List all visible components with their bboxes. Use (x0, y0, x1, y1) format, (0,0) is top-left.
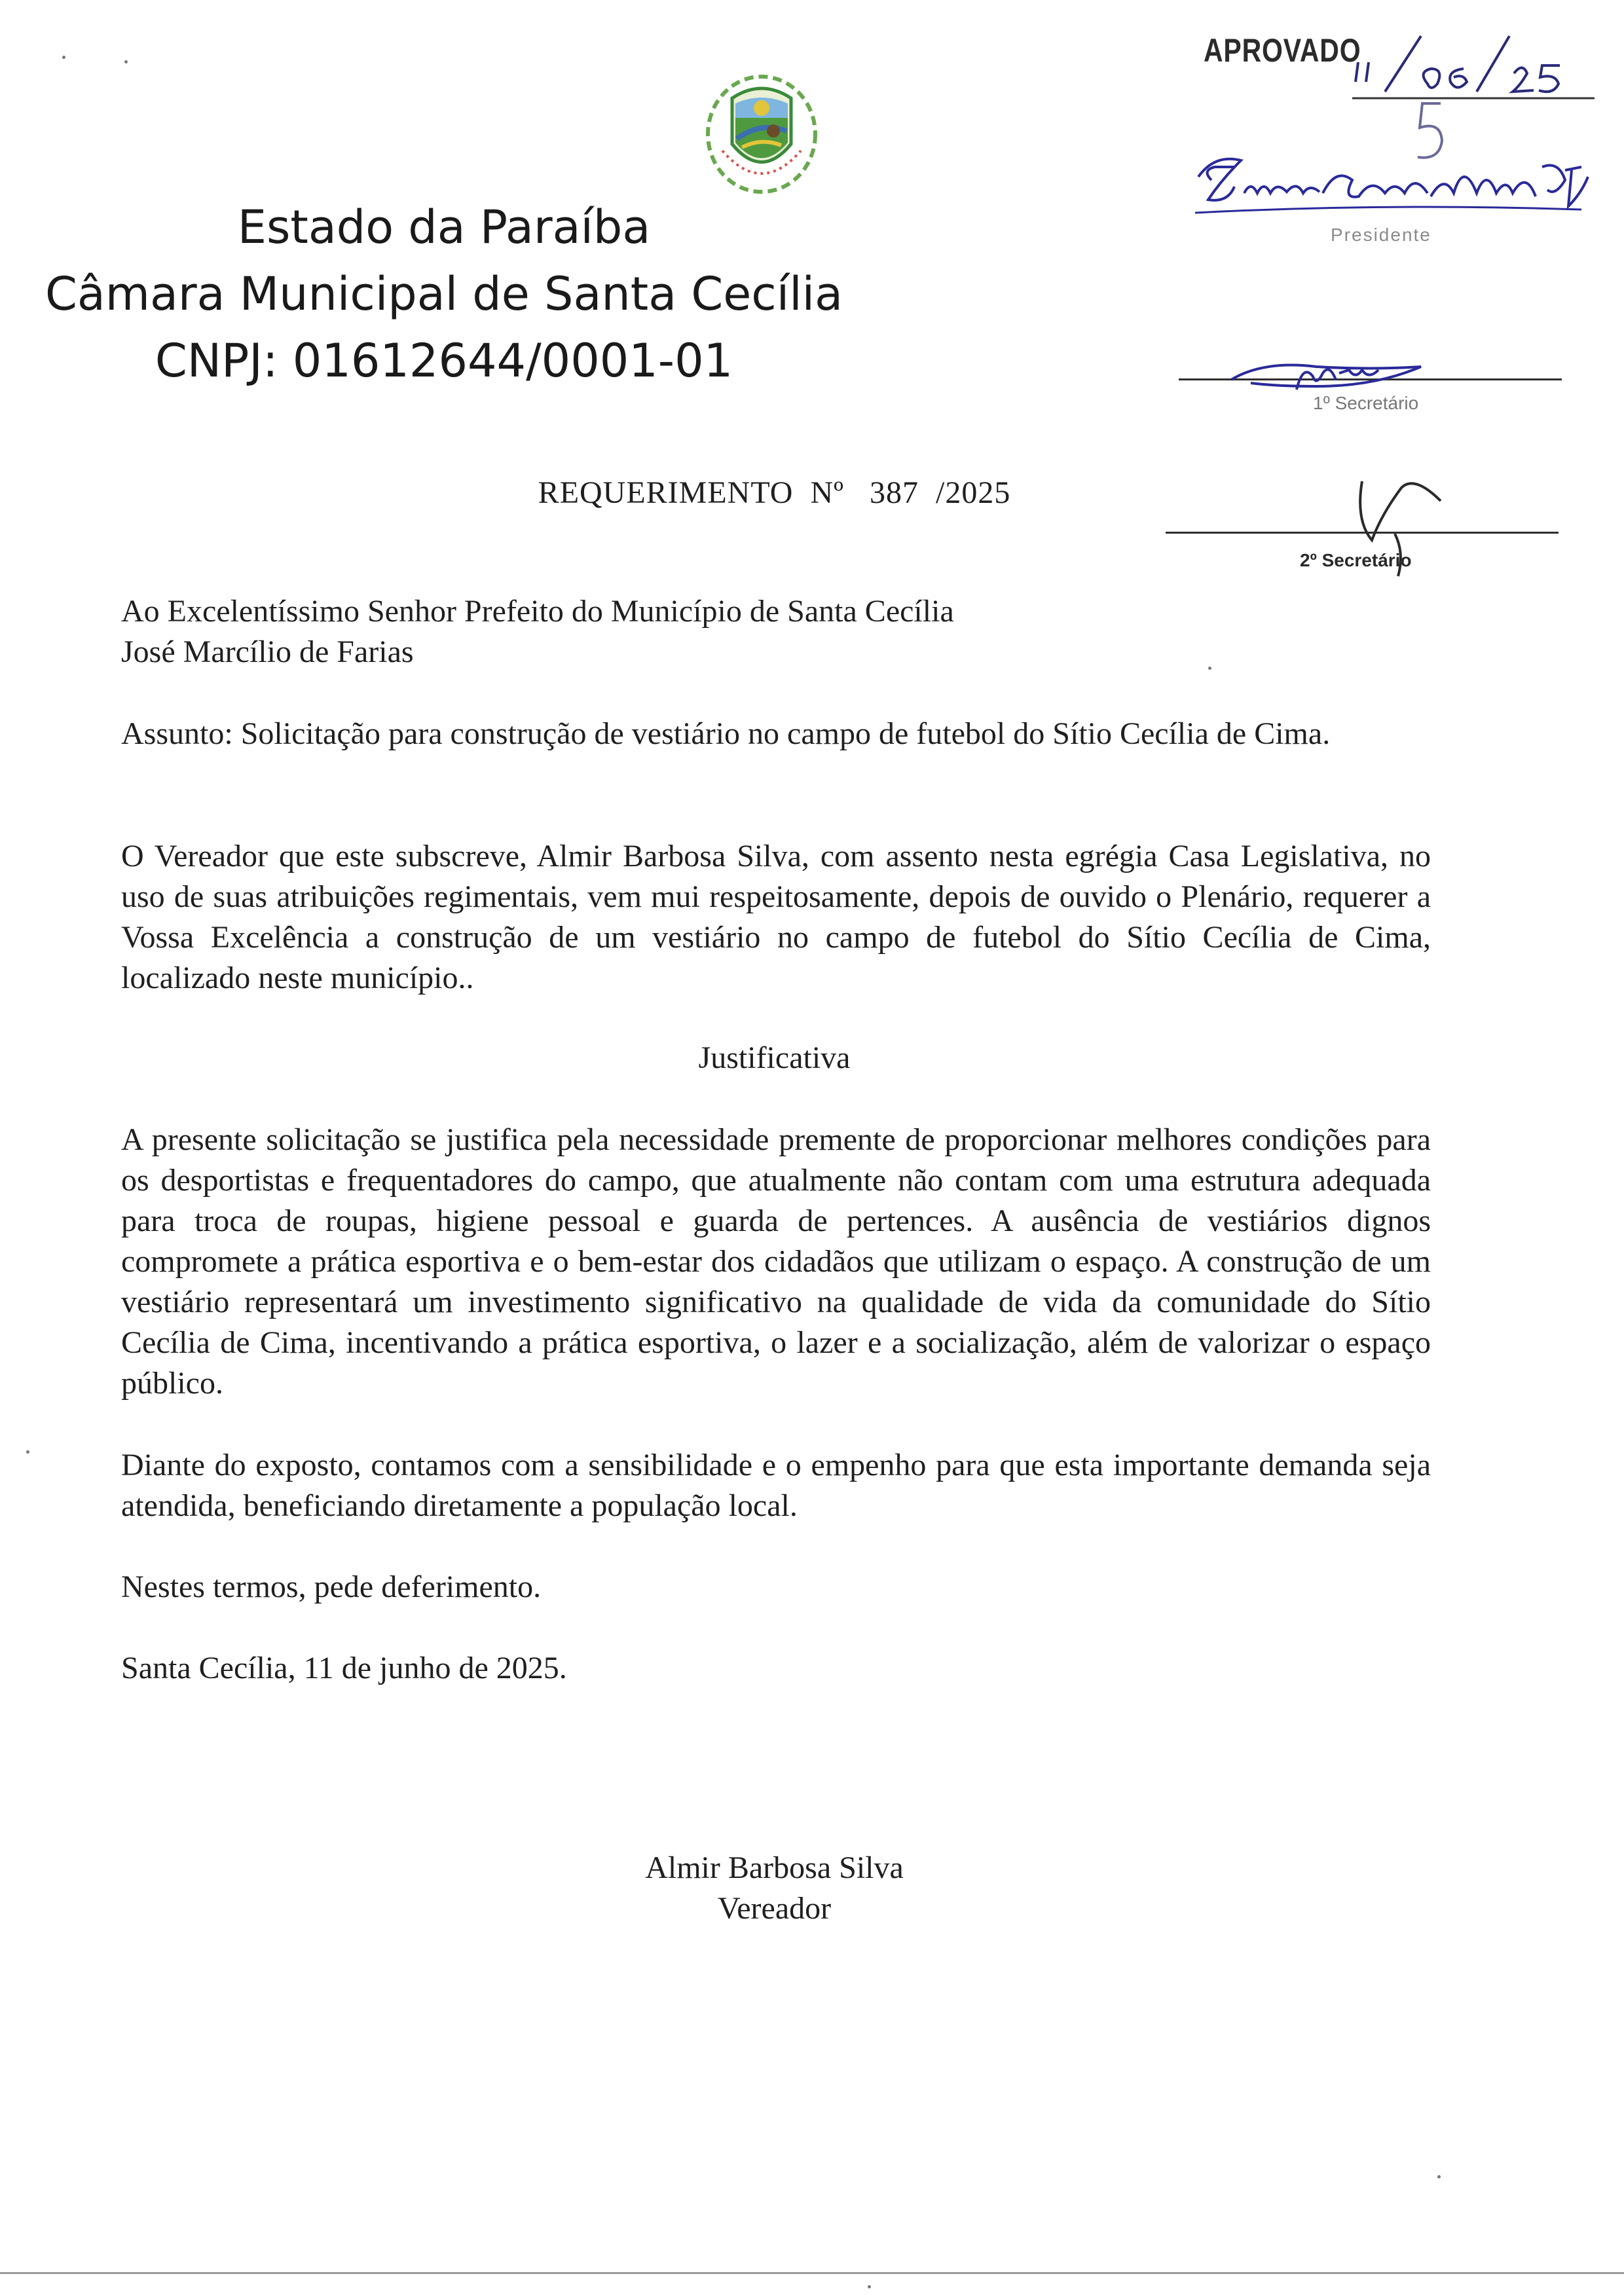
scan-speck (124, 60, 128, 64)
signer-block (0, 1848, 1549, 1929)
scan-speck (26, 1450, 29, 1454)
scan-speck (1208, 667, 1211, 670)
president-signature (1189, 141, 1595, 232)
header-state: Estado da Paraíba (237, 200, 651, 254)
scan-speck (868, 2285, 871, 2288)
conclusion-paragraph: Diante do exposto, contamos com a sensibilidade e o empenho para que esta importante demanda seja atendida, beneficiando diretamente a população local. (121, 1448, 1431, 1523)
approved-stamp-label: APROVADO (1204, 32, 1361, 69)
header-chamber: Câmara Municipal de Santa Cecília (45, 267, 843, 321)
request-title: REQUERIMENTO Nº 387 /2025 (538, 475, 1011, 510)
closing-line: Nestes termos, pede deferimento. (121, 1570, 542, 1604)
signer-role: Vereador (717, 1891, 832, 1926)
scan-speck (62, 56, 65, 59)
first-secretary-label: 1º Secretário (1313, 393, 1419, 413)
second-secretary-label: 2º Secretário (1300, 550, 1412, 570)
addressee (121, 591, 1431, 672)
scan-bottom-edge (0, 2272, 1624, 2274)
signer-name: Almir Barbosa Silva (645, 1850, 904, 1885)
place-date-line: Santa Cecília, 11 de junho de 2025. (121, 1651, 567, 1685)
addressee-line-2: José Marcílio de Farias (121, 634, 414, 669)
scan-speck (1437, 2175, 1441, 2178)
addressee-line-1: Ao Excelentíssimo Senhor Prefeito do Município de Santa Cecília (121, 594, 954, 629)
subject-paragraph: Assunto: Solicitação para construção de vestiário no campo de futebol do Sítio Cecília de Cima. (121, 716, 1331, 751)
request-paragraph: O Vereador que este subscreve, Almir Barbosa Silva, com assento nesta egrégia Casa Legislativa, no uso de suas atribuições regimentais, vem mui respeitosamente, depois de ouvido o Plenário, requerer a Vossa Excelência a construção de um vestiário no campo de futebol do Sítio Cecília de Cima, localizado neste município.. (121, 839, 1431, 995)
approved-date-handwritten (1349, 33, 1598, 105)
header-cnpj: CNPJ: 01612644/0001-01 (155, 334, 733, 388)
municipal-crest-logo (696, 65, 827, 196)
justification-heading: Justificativa (698, 1040, 851, 1075)
president-label: Presidente (1331, 225, 1431, 245)
justification-paragraph: A presente solicitação se justifica pela necessidade premente de proporcionar melhores condições para os desportistas e frequentadores do campo, que atualmente não contam com uma estrutura adequada para troca de roupas, higiene pessoal e guarda de pertences. A ausência de vestiários dignos compromete a prática esportiva e o bem-estar dos cidadãos que utilizam o espaço. A construção de um vestiário representará um investimento significativo na qualidade de vida da comunidade do Sítio Cecília de Cima, incentivando a prática esportiva, o lazer e a socialização, além de valorizar o espaço público. (121, 1122, 1431, 1401)
